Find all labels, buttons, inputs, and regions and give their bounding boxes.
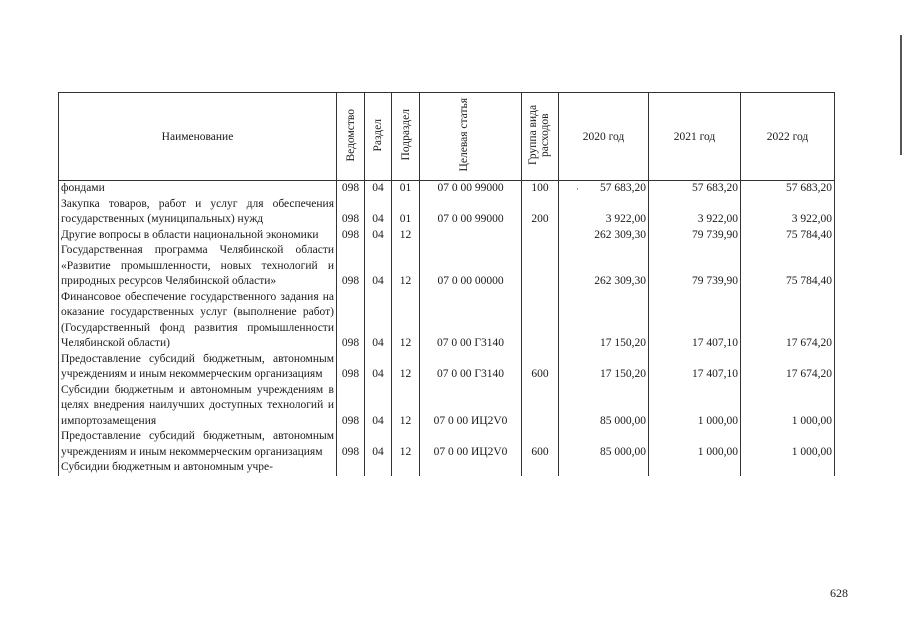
scan-dot-mark: ·: [576, 184, 579, 194]
row-value-2022: 17 674,20: [741, 290, 835, 352]
row-section: 04: [365, 352, 392, 383]
table-row: [59, 352, 835, 383]
row-expense-group: [522, 228, 559, 244]
row-target-article: 07 0 00 Г3140: [420, 352, 522, 383]
col-2020-header: 2020 год: [559, 93, 649, 181]
row-value-2020: 262 309,30: [559, 228, 649, 244]
row-value-2020: 262 309,30: [559, 243, 649, 290]
row-name: Закупка товаров, работ и услуг для обеспечения государственных (муниципальных) нужд: [59, 197, 337, 228]
col-target-article-header: Целевая статья: [457, 98, 470, 172]
row-expense-group: 200: [522, 197, 559, 228]
header-row: [59, 93, 835, 181]
row-value-2020: 17 150,20: [559, 290, 649, 352]
row-name: фондами: [59, 181, 337, 197]
row-value-2022: [741, 460, 835, 476]
row-value-2022: 75 784,40: [741, 243, 835, 290]
row-value-2020: 3 922,00: [559, 197, 649, 228]
row-section: 04: [365, 228, 392, 244]
row-value-2020: 57 683,20: [559, 181, 649, 197]
table-row: [59, 243, 835, 290]
row-name: Предоставление субсидий бюджетным, автономным учреждениям и иным некоммерческим организациям: [59, 352, 337, 383]
row-value-2021: [649, 460, 741, 476]
col-name-header: Наименование: [59, 93, 337, 181]
col-section-header: Раздел: [372, 118, 384, 152]
row-value-2020: 85 000,00: [559, 429, 649, 460]
row-expense-group: [522, 290, 559, 352]
table-row: [59, 181, 835, 197]
row-expense-group: [522, 243, 559, 290]
row-value-2022: 17 674,20: [741, 352, 835, 383]
col-2021-header: 2021 год: [649, 93, 741, 181]
row-target-article: 07 0 00 ИЦ2V0: [420, 383, 522, 430]
row-expense-group: 600: [522, 429, 559, 460]
row-name: Другие вопросы в области национальной экономики: [59, 228, 337, 244]
row-value-2022: 57 683,20: [741, 181, 835, 197]
row-target-article: 07 0 00 00000: [420, 243, 522, 290]
row-value-2021: 17 407,10: [649, 290, 741, 352]
row-value-2021: 57 683,20: [649, 181, 741, 197]
row-section: 04: [365, 383, 392, 430]
row-subsection: 12: [392, 352, 420, 383]
row-dept: [337, 460, 365, 476]
table-row: [59, 460, 835, 476]
row-target-article: 07 0 00 99000: [420, 197, 522, 228]
row-expense-group: 600: [522, 352, 559, 383]
row-subsection: 12: [392, 429, 420, 460]
col-expense-group-header: Группа вида расходов: [527, 104, 551, 166]
table-row: [59, 228, 835, 244]
row-section: 04: [365, 290, 392, 352]
row-value-2021: 3 922,00: [649, 197, 741, 228]
row-value-2020: 17 150,20: [559, 352, 649, 383]
row-target-article: [420, 460, 522, 476]
row-name: Государственная программа Челябинской области «Развитие промышленности, новых технологий и природных ресурсов Челябинской области»: [59, 243, 337, 290]
row-section: 04: [365, 429, 392, 460]
row-subsection: 12: [392, 243, 420, 290]
row-value-2022: 3 922,00: [741, 197, 835, 228]
row-dept: 098: [337, 352, 365, 383]
row-expense-group: 100: [522, 181, 559, 197]
row-dept: 098: [337, 181, 365, 197]
row-expense-group: [522, 383, 559, 430]
row-value-2021: 1 000,00: [649, 383, 741, 430]
row-name: Субсидии бюджетным и автономным учре-: [59, 460, 337, 476]
row-dept: 098: [337, 383, 365, 430]
row-value-2020: 85 000,00: [559, 383, 649, 430]
table-row: [59, 383, 835, 430]
table-row: [59, 429, 835, 460]
row-section: 04: [365, 197, 392, 228]
row-target-article: 07 0 00 99000: [420, 181, 522, 197]
table-row: [59, 197, 835, 228]
col-2022-header: 2022 год: [741, 93, 835, 181]
row-target-article: 07 0 00 Г3140: [420, 290, 522, 352]
row-value-2021: 79 739,90: [649, 228, 741, 244]
row-target-article: 07 0 00 ИЦ2V0: [420, 429, 522, 460]
row-subsection: 01: [392, 181, 420, 197]
row-dept: 098: [337, 197, 365, 228]
row-value-2022: 75 784,40: [741, 228, 835, 244]
row-value-2022: 1 000,00: [741, 383, 835, 430]
row-dept: 098: [337, 243, 365, 290]
row-dept: 098: [337, 429, 365, 460]
col-subsection-header: Подраздел: [399, 109, 412, 161]
row-value-2022: 1 000,00: [741, 429, 835, 460]
row-subsection: 12: [392, 228, 420, 244]
row-name: Предоставление субсидий бюджетным, автономным учреждениям и иным некоммерческим организациям: [59, 429, 337, 460]
row-section: 04: [365, 243, 392, 290]
row-name: Финансовое обеспечение государственного задания на оказание государственных услуг (выполнение работ) (Государственный фонд развития промышленности Челябинской области): [59, 290, 337, 352]
row-subsection: 12: [392, 383, 420, 430]
row-dept: 098: [337, 290, 365, 352]
row-target-article: [420, 228, 522, 244]
budget-table: [58, 92, 835, 476]
row-section: 04: [365, 181, 392, 197]
row-subsection: 01: [392, 197, 420, 228]
row-subsection: [392, 460, 420, 476]
row-value-2021: 1 000,00: [649, 429, 741, 460]
row-subsection: 12: [392, 290, 420, 352]
row-value-2020: [559, 460, 649, 476]
row-name: Субсидии бюджетным и автономным учреждениям в целях внедрения наилучших доступных технологий и импортозамещения: [59, 383, 337, 430]
col-dept-header: Ведомство: [344, 108, 357, 162]
page-number: 628: [830, 586, 848, 600]
scan-edge-mark: [900, 35, 902, 155]
table-row: [59, 290, 835, 352]
row-section: [365, 460, 392, 476]
row-dept: 098: [337, 228, 365, 244]
row-value-2021: 17 407,10: [649, 352, 741, 383]
row-value-2021: 79 739,90: [649, 243, 741, 290]
row-expense-group: [522, 460, 559, 476]
